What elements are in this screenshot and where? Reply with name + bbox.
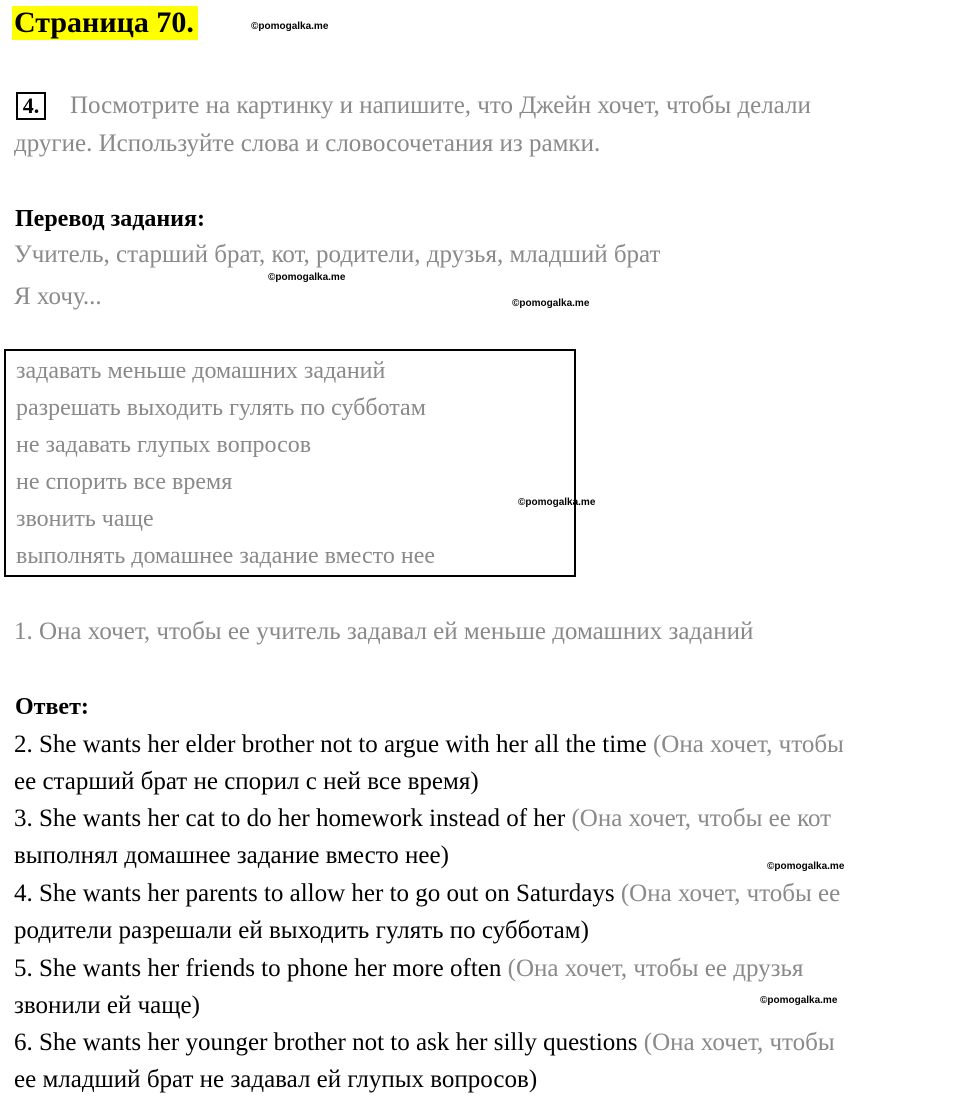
- answer-english: 2. She wants her elder brother not to argue with her all the time: [14, 731, 647, 758]
- phrase-item: не задавать глупых вопросов: [16, 432, 312, 458]
- page-title: Страница 70.: [12, 6, 198, 40]
- answer-item-5-line1: [14, 950, 803, 988]
- watermark: ©pomogalka.me: [512, 298, 590, 309]
- answer-item-2-line1: [14, 726, 844, 764]
- phrase-item: задавать меньше домашних заданий: [16, 358, 386, 384]
- phrase-item: звонить чаще: [16, 506, 154, 532]
- phrase-item: разрешать выходить гулять по субботам: [16, 395, 426, 421]
- answer-english: 4. She wants her parents to allow her to go out on Saturdays: [14, 880, 615, 907]
- answer-translation: (Она хочет, чтобы ее друзья: [501, 955, 804, 982]
- example-sentence: 1. Она хочет, чтобы ее учитель задавал ей меньше домашних заданий: [14, 618, 754, 645]
- answer-item-2-line2: ее старший брат не спорил с ней все время): [14, 768, 479, 795]
- answer-item-3-line2: выполнял домашнее задание вместо нее): [14, 842, 449, 869]
- watermark: ©pomogalka.me: [251, 21, 329, 32]
- watermark: ©pomogalka.me: [518, 497, 596, 508]
- task-instruction-line2: другие. Используйте слова и словосочетания из рамки.: [14, 130, 601, 157]
- phrase-box: [4, 349, 576, 577]
- answer-item-4-line1: [14, 875, 840, 913]
- answer-translation: (Она хочет, чтобы ее кот: [565, 805, 832, 832]
- answer-item-6-line1: [14, 1024, 835, 1062]
- answer-translation: (Она хочет, чтобы: [637, 1029, 835, 1056]
- task-instruction-line1: Посмотрите на картинку и напишите, что Джейн хочет, чтобы делали: [70, 92, 811, 119]
- answer-translation: (Она хочет, чтобы ее: [614, 880, 841, 907]
- translation-line1: Учитель, старший брат, кот, родители, друзья, младший брат: [14, 241, 661, 268]
- answer-item-3-line1: [14, 800, 831, 838]
- answer-english: 6. She wants her younger brother not to ask her silly questions: [14, 1029, 638, 1056]
- translation-line2: Я хочу...: [14, 283, 102, 310]
- watermark: ©pomogalka.me: [760, 995, 838, 1006]
- phrase-item: выполнять домашнее задание вместо нее: [16, 543, 436, 569]
- answer-english: 3. She wants her cat to do her homework instead of her: [14, 805, 566, 832]
- task-number: 4.: [16, 92, 46, 120]
- watermark: ©pomogalka.me: [268, 272, 346, 283]
- translation-heading: Перевод задания:: [15, 206, 205, 232]
- answer-item-6-line2: ее младший брат не задавал ей глупых вопросов): [14, 1066, 538, 1093]
- answer-item-4-line2: родители разрешали ей выходить гулять по субботам): [14, 917, 589, 944]
- answer-translation: (Она хочет, чтобы: [646, 731, 844, 758]
- answer-english: 5. She wants her friends to phone her more often: [14, 955, 502, 982]
- answer-item-5-line2: звонили ей чаще): [14, 992, 200, 1019]
- phrase-item: не спорить все время: [16, 469, 233, 495]
- answer-heading: Ответ:: [15, 694, 89, 720]
- watermark: ©pomogalka.me: [767, 861, 845, 872]
